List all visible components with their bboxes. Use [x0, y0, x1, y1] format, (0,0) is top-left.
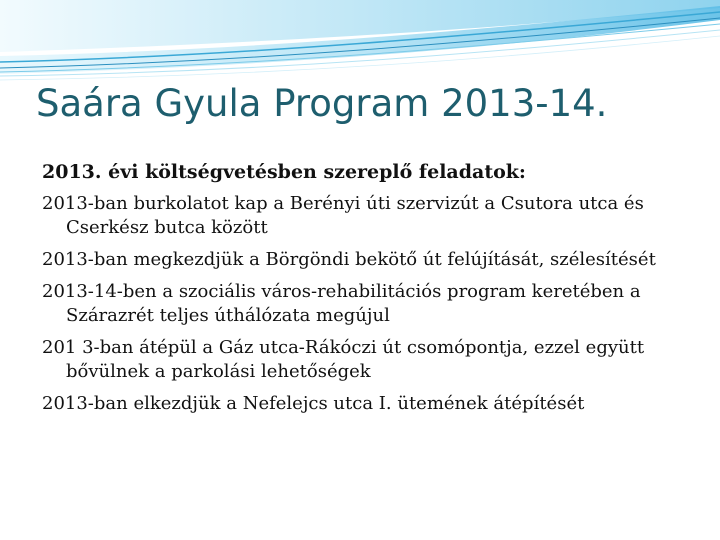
list-item: 201 3-ban átépül a Gáz utca-Rákóczi út csomópontja, ezzel együtt bővülnek a parkolási lehetőségek — [42, 337, 645, 382]
decorative-wave-banner — [0, 0, 720, 90]
slide-body — [42, 158, 692, 424]
list-item: 2013-ban elkezdjük a Nefelejcs utca I. ütemének átépítését — [42, 393, 585, 414]
task-list — [42, 192, 692, 416]
list-item: 2013-14-ben a szociális város-rehabilitációs program keretében a Szárazrét teljes úthálózata megújul — [42, 281, 641, 326]
list-item: 2013-ban burkolatot kap a Berényi úti szervizút a Csutora utca és Cserkész butca között — [42, 193, 644, 238]
slide-title: Saára Gyula Program 2013-14. — [36, 82, 608, 125]
list-item: 2013-ban megkezdjük a Börgöndi bekötő út felújítását, szélesítését — [42, 249, 656, 270]
section-heading: 2013. évi költségvetésben szereplő feladatok: — [42, 161, 526, 183]
